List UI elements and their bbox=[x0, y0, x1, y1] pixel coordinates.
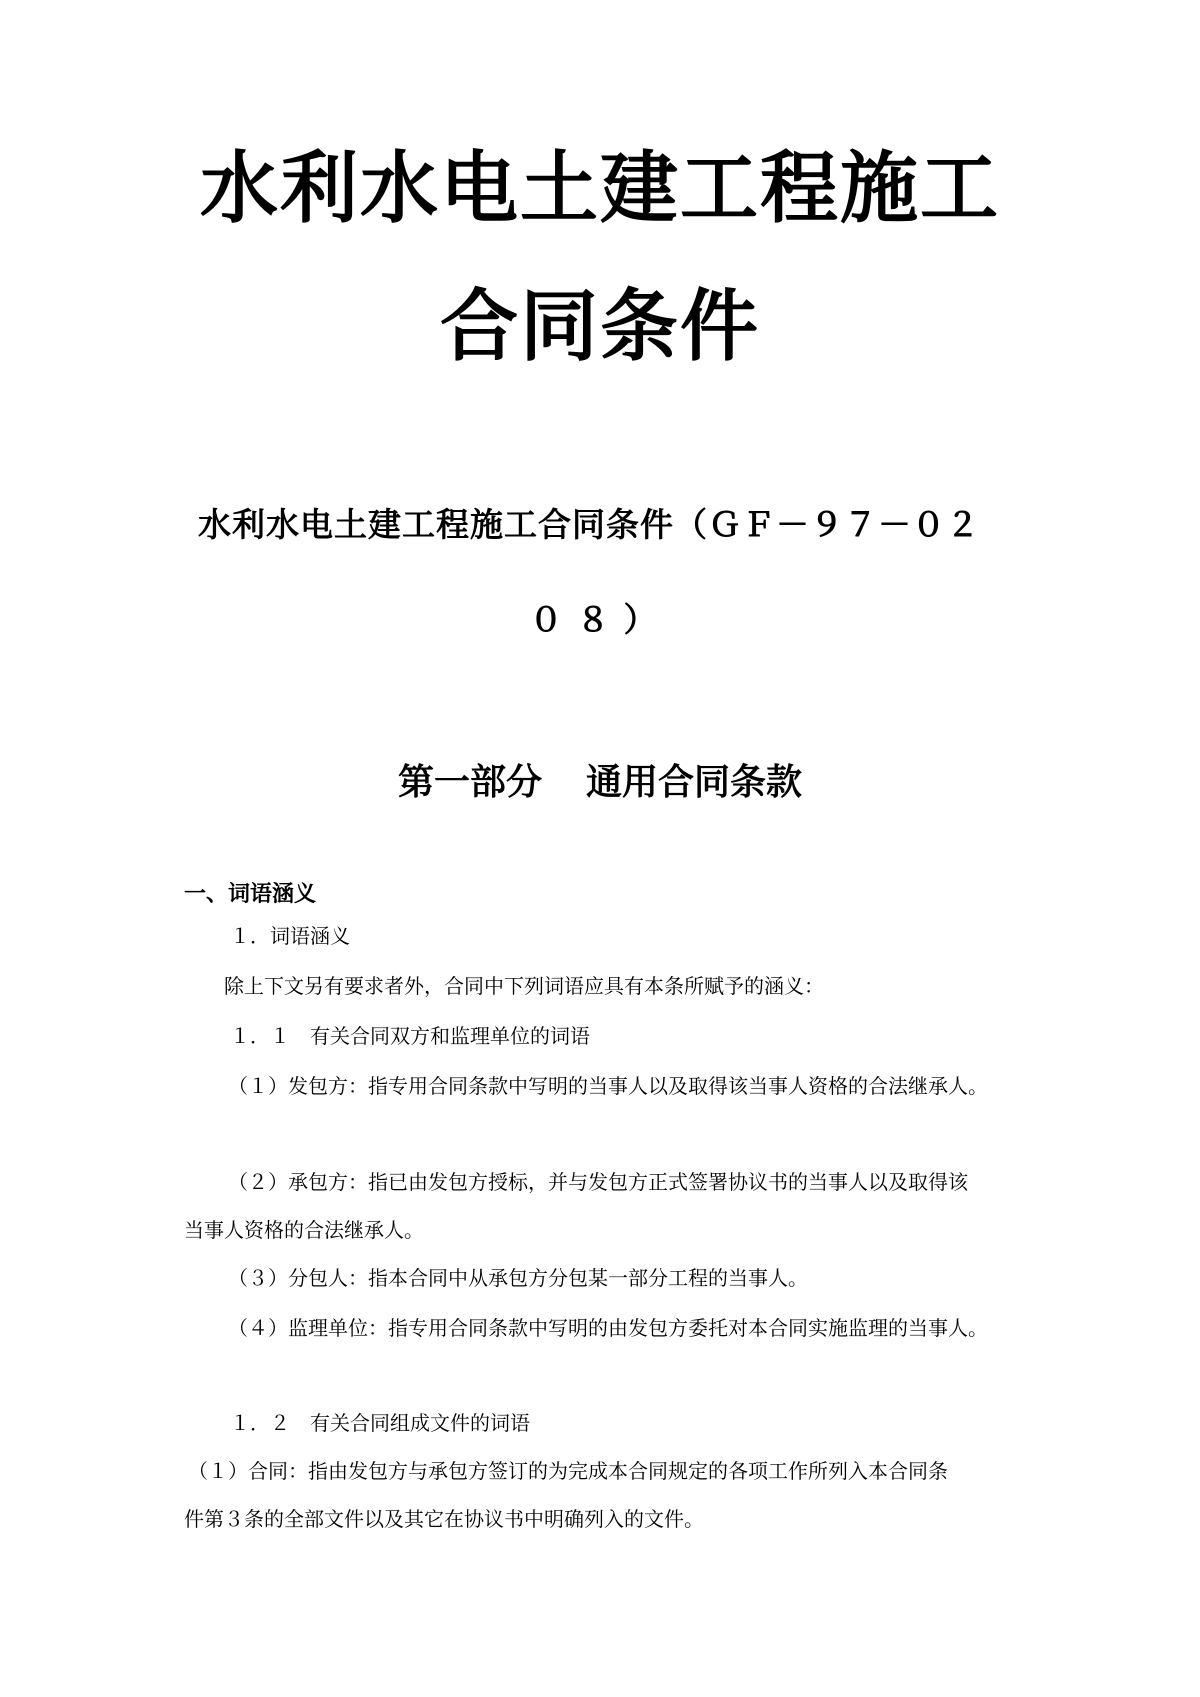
title-line-2: 合同条件 bbox=[439, 282, 760, 372]
subtitle-line-1: 水利水电土建工程施工合同条件（ＧＦ－９７－０２ bbox=[198, 505, 980, 544]
paragraph-item-contract-cont: 件第３条的全部文件以及其它在协议书中明确列入的文件。 bbox=[184, 1507, 704, 1531]
title-line-1: 水利水电土建工程施工 bbox=[199, 144, 1000, 234]
paragraph-item-contractor-cont: 当事人资格的合法继承人。 bbox=[184, 1218, 424, 1242]
paragraph-item-contract: （１）合同：指由发包方与承包方签订的为完成本合同规定的各项工作所列入本合同条 bbox=[188, 1459, 948, 1483]
paragraph-intro: 除上下文另有要求者外，合同中下列词语应具有本条所赋予的涵义： bbox=[224, 974, 824, 998]
paragraph-item-contractor: （２）承包方：指已由发包方授标，并与发包方正式签署协议书的当事人以及取得该 bbox=[228, 1170, 968, 1194]
subtitle-line-2: ０８） bbox=[529, 600, 671, 639]
section-heading: 一、词语涵义 bbox=[184, 882, 317, 907]
paragraph-clause-1-1: １．１ 有关合同双方和监理单位的词语 bbox=[230, 1024, 590, 1048]
part-heading bbox=[0, 762, 1200, 803]
part-heading-title: 通用合同条款 bbox=[586, 762, 803, 803]
paragraph-clause-1-2: １．２ 有关合同组成文件的词语 bbox=[230, 1411, 530, 1435]
paragraph-item-employer: （１）发包方：指专用合同条款中写明的当事人以及取得该当事人资格的合法继承人。 bbox=[228, 1074, 988, 1098]
paragraph-item-subcontractor: （３）分包人：指本合同中从承包方分包某一部分工程的当事人。 bbox=[228, 1266, 808, 1290]
part-heading-number: 第一部分 bbox=[397, 762, 542, 803]
paragraph-item-supervisor: （４）监理单位：指专用合同条款中写明的由发包方委托对本合同实施监理的当事人。 bbox=[228, 1316, 988, 1340]
paragraph-clause-1: １．词语涵义 bbox=[230, 924, 350, 948]
